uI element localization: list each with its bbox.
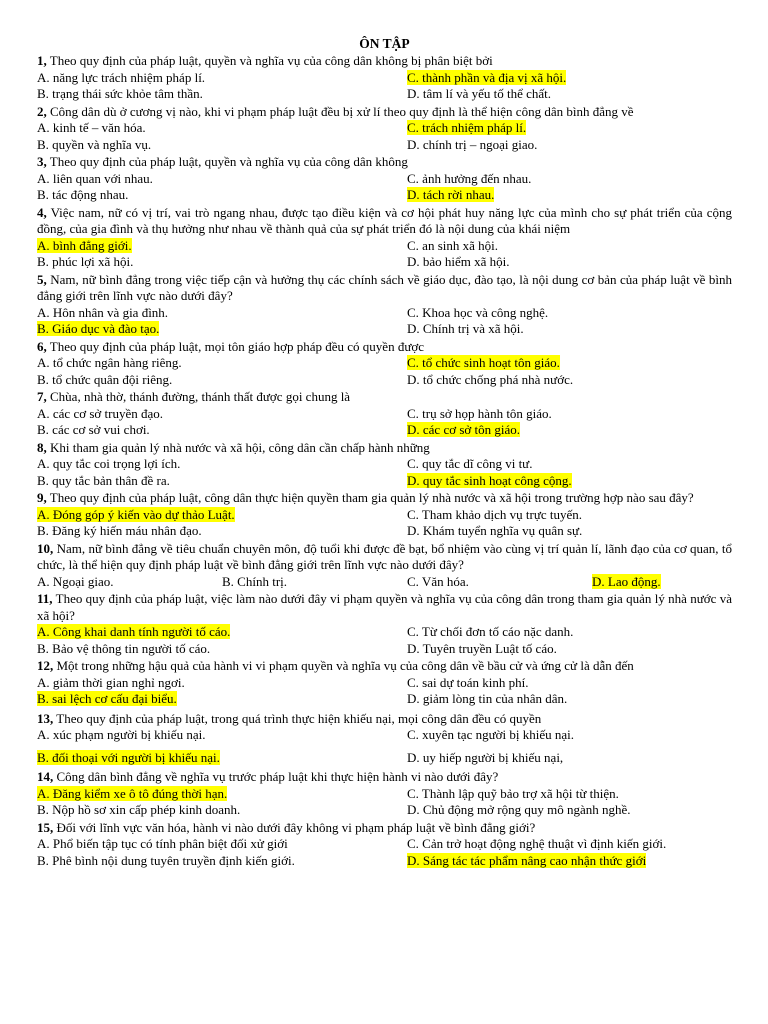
answer-option: A. bình đẳng giới.	[37, 237, 132, 253]
question-1	[37, 53, 732, 104]
answer-option: B. các cơ sở vui chơi.	[37, 422, 150, 437]
answer-option: C. thành phần và địa vị xã hội.	[407, 69, 567, 85]
option-row	[37, 836, 732, 853]
answer-option: B. Chính trị.	[222, 573, 288, 589]
answer-option: C. Tham khảo dịch vụ trực tuyến.	[407, 506, 583, 522]
answer-option: C. an sinh xã hội.	[407, 237, 498, 253]
answer-option: C. xuyên tạc người bị khiếu nại.	[407, 727, 575, 742]
answer-option: B. phúc lợi xã hội.	[37, 254, 134, 269]
option-row	[37, 691, 732, 708]
answer-option: C. trách nhiệm pháp lí.	[407, 120, 527, 135]
option-row	[37, 422, 732, 439]
question-13	[37, 711, 732, 768]
question-text: Việc nam, nữ có vị trí, vai trò ngang nhau, được tạo điều kiện và cơ hội phát huy năng lực của mình cho sự phát triển của cộng đồng, của gia đình và thụ hưởng như nhau về thành quả của sự phát triển đó là nội dung của khái niệm	[37, 204, 732, 236]
question-3	[37, 154, 732, 205]
page-title: ÔN TẬP	[359, 36, 410, 51]
answer-option: A. tổ chức ngân hàng riêng.	[37, 355, 182, 370]
document-page	[37, 36, 732, 870]
option-row	[37, 507, 732, 524]
option-row	[37, 355, 732, 372]
option-row	[37, 574, 732, 591]
answer-option: B. quyền và nghĩa vụ.	[37, 136, 152, 152]
answer-option: C. sai dự toán kinh phí.	[407, 674, 529, 690]
option-row	[37, 372, 732, 389]
question-stem	[37, 104, 732, 121]
question-stem	[37, 205, 732, 238]
answer-option: A. Đóng góp ý kiến vào dự thảo Luật.	[37, 506, 235, 522]
answer-option: A. Đăng kiểm xe ô tô đúng thời hạn.	[37, 785, 228, 801]
answer-option: A. năng lực trách nhiệm pháp lí.	[37, 69, 206, 85]
option-row	[37, 675, 732, 692]
answer-option: A. kinh tế – văn hóa.	[37, 120, 146, 135]
question-number: 6,	[37, 338, 47, 354]
option-row	[37, 473, 732, 490]
question-10	[37, 541, 732, 592]
answer-option: C. trụ sở họp hành tôn giáo.	[407, 405, 552, 421]
answer-option: D. giảm lòng tin của nhân dân.	[407, 691, 568, 706]
option-row	[37, 171, 732, 188]
answer-option: B. Đăng ký hiến máu nhân đạo.	[37, 523, 202, 538]
option-row	[37, 187, 732, 204]
answer-option: B. sai lệch cơ cấu đại biểu.	[37, 691, 177, 706]
answer-option: A. quy tắc coi trọng lợi ích.	[37, 456, 181, 471]
answer-option: C. ảnh hưởng đến nhau.	[407, 170, 532, 186]
question-4	[37, 205, 732, 272]
question-15	[37, 820, 732, 871]
question-number: 10,	[37, 540, 54, 556]
question-number: 8,	[37, 439, 47, 455]
option-row	[37, 624, 732, 641]
answer-option: B. Nộp hồ sơ xin cấp phép kinh doanh.	[37, 802, 241, 817]
answer-option: D. Khám tuyển nghĩa vụ quân sự.	[407, 523, 583, 538]
option-row	[37, 523, 732, 540]
question-stem	[37, 440, 732, 457]
question-stem	[37, 591, 732, 624]
answer-option: C. Văn hóa.	[407, 573, 469, 589]
answer-option: D. Chủ động mở rộng quy mô ngành nghề.	[407, 802, 631, 817]
answer-option: D. tổ chức chống phá nhà nước.	[407, 371, 574, 387]
answer-option: D. uy hiếp người bị khiếu nại,	[407, 749, 564, 765]
option-row	[37, 305, 732, 322]
question-text: Theo quy định của pháp luật, quyền và nghĩa vụ của công dân không bị phân biệt bởi	[49, 53, 493, 68]
question-number: 11,	[37, 591, 53, 606]
answer-option: D. tâm lí và yếu tố thể chất.	[407, 86, 552, 101]
question-text: Một trong những hậu quả của hành vi vi phạm quyền và nghĩa vụ của công dân về bầu cử và ứng cử là dẫn đến	[56, 658, 634, 673]
answer-option: D. Lao động.	[592, 573, 661, 589]
option-row	[37, 853, 732, 870]
question-stem	[37, 272, 732, 305]
answer-option: B. Phê bình nội dung tuyên truyền định kiến giới.	[37, 852, 295, 868]
question-stem	[37, 389, 732, 406]
answer-option: B. Bảo vệ thông tin người tố cáo.	[37, 640, 211, 656]
answer-option: A. Ngoại giao.	[37, 573, 114, 589]
question-stem	[37, 711, 732, 728]
question-stem	[37, 658, 732, 675]
answer-option: D. bảo hiểm xã hội.	[407, 254, 510, 269]
answer-option: B. trạng thái sức khỏe tâm thần.	[37, 86, 203, 101]
question-text: Theo quy định của pháp luật, mọi tôn giáo hợp pháp đều có quyền được	[49, 338, 425, 354]
question-text: Đối với lĩnh vực văn hóa, hành vi nào dưới đây không vi phạm pháp luật về bình đẳng giới?	[56, 819, 536, 835]
answer-option: D. tách rời nhau.	[407, 187, 495, 202]
question-list	[37, 53, 732, 870]
question-text: Nam, nữ bình đẳng về tiêu chuẩn chuyên môn, độ tuổi khi được đề bạt, bổ nhiệm vào cùng vị trí quản lí, lãnh đạo của cơ quan, tổ chức, là thể hiện quy định pháp luật về bình đẳng giới trên lĩnh vực nào dưới đây?	[37, 540, 732, 572]
question-stem	[37, 541, 732, 574]
answer-option: B. đối thoại với người bị khiếu nại.	[37, 749, 220, 765]
answer-option: C. Khoa học và công nghệ.	[407, 304, 549, 320]
question-text: Công dân bình đẳng về nghĩa vụ trước pháp luật khi thực hiện hành vi nào dưới đây?	[56, 769, 499, 784]
question-12	[37, 658, 732, 709]
answer-option: D. Chính trị và xã hội.	[407, 321, 524, 336]
option-row	[37, 456, 732, 473]
question-5	[37, 272, 732, 339]
question-text: Khi tham gia quản lý nhà nước và xã hội, công dân cần chấp hành những	[50, 439, 430, 455]
option-row	[37, 137, 732, 154]
answer-option: C. Thành lập quỹ bảo trợ xã hội từ thiện.	[407, 785, 619, 801]
question-number: 2,	[37, 103, 47, 119]
question-number: 4,	[37, 204, 47, 220]
question-number: 3,	[37, 154, 47, 169]
option-row	[37, 120, 732, 137]
question-text: Chùa, nhà thờ, thánh đường, thánh thất được gọi chung là	[50, 389, 351, 404]
question-number: 7,	[37, 389, 47, 404]
answer-option: D. Tuyên truyền Luật tố cáo.	[407, 640, 557, 656]
answer-option: A. Phổ biến tập tục có tính phân biệt đối xử giới	[37, 836, 288, 851]
question-text: Công dân dù ở cương vị nào, khi vi phạm pháp luật đều bị xử lí theo quy định là thể hiện công dân bình đẳng về	[50, 103, 634, 119]
option-row	[37, 406, 732, 423]
question-number: 15,	[37, 819, 54, 835]
answer-option: D. quy tắc sinh hoạt công cộng.	[407, 472, 572, 488]
answer-option: A. giảm thời gian nghỉ ngơi.	[37, 674, 185, 690]
answer-option: A. liên quan với nhau.	[37, 170, 153, 186]
option-row	[37, 321, 732, 338]
question-9	[37, 490, 732, 541]
option-row	[37, 86, 732, 103]
answer-option: B. tổ chức quân đội riêng.	[37, 371, 173, 387]
question-text: Nam, nữ bình đẳng trong việc tiếp cận và hưởng thụ các chính sách về giáo dục, đào tạo, là nội dung cơ bản của pháp luật về bình đẳng giới trên lĩnh vực nào dưới đây?	[37, 271, 732, 303]
question-number: 5,	[37, 271, 47, 287]
question-text: Theo quy định của pháp luật, công dân thực hiện quyền tham gia quản lý nhà nước và xã hội trong trường hợp nào sau đây?	[49, 490, 694, 505]
answer-option: C. Cản trở hoạt động nghệ thuật vì định kiến giới.	[407, 836, 667, 851]
question-stem	[37, 490, 732, 507]
answer-option: A. các cơ sở truyền đạo.	[37, 405, 164, 421]
question-number: 13,	[37, 710, 54, 726]
question-text: Theo quy định của pháp luật, trong quá trình thực hiện khiếu nại, mọi công dân đều có quyền	[56, 710, 542, 726]
question-number: 1,	[37, 53, 47, 68]
answer-option: B. quy tắc bản thân đề ra.	[37, 472, 170, 488]
answer-option: B. Giáo dục và đào tạo.	[37, 321, 160, 336]
question-stem	[37, 820, 732, 837]
question-8	[37, 440, 732, 491]
answer-option: C. Từ chối đơn tố cáo nặc danh.	[407, 624, 574, 639]
option-row	[37, 786, 732, 803]
answer-option: A. Hôn nhân và gia đình.	[37, 304, 169, 320]
question-stem	[37, 339, 732, 356]
answer-option: A. Công khai danh tính người tố cáo.	[37, 624, 231, 639]
answer-option: C. quy tắc dĩ công vi tư.	[407, 456, 533, 471]
option-row	[37, 254, 732, 271]
question-7	[37, 389, 732, 440]
answer-option: D. chính trị – ngoại giao.	[407, 136, 538, 152]
option-row	[37, 750, 732, 767]
question-6	[37, 339, 732, 390]
question-14	[37, 769, 732, 820]
answer-option: C. tổ chức sinh hoạt tôn giáo.	[407, 355, 560, 370]
option-row	[37, 238, 732, 255]
answer-option: A. xúc phạm người bị khiếu nại.	[37, 727, 206, 742]
question-stem	[37, 769, 732, 786]
question-11	[37, 591, 732, 658]
question-stem	[37, 53, 732, 70]
option-row	[37, 70, 732, 87]
question-2	[37, 104, 732, 155]
answer-option: B. tác động nhau.	[37, 187, 129, 202]
answer-option: D. các cơ sở tôn giáo.	[407, 422, 521, 437]
question-number: 9,	[37, 490, 47, 505]
question-stem	[37, 154, 732, 171]
question-number: 14,	[37, 769, 54, 784]
option-row	[37, 802, 732, 819]
question-text: Theo quy định của pháp luật, việc làm nào dưới đây vi phạm quyền và nghĩa vụ của công dân trong tham gia quản lý nhà nước và xã hội?	[37, 591, 732, 623]
question-text: Theo quy định của pháp luật, quyền và nghĩa vụ của công dân không	[49, 154, 408, 169]
option-row	[37, 641, 732, 658]
question-number: 12,	[37, 658, 54, 673]
option-row	[37, 727, 732, 744]
answer-option: D. Sáng tác tác phẩm nâng cao nhận thức giới	[407, 852, 647, 868]
